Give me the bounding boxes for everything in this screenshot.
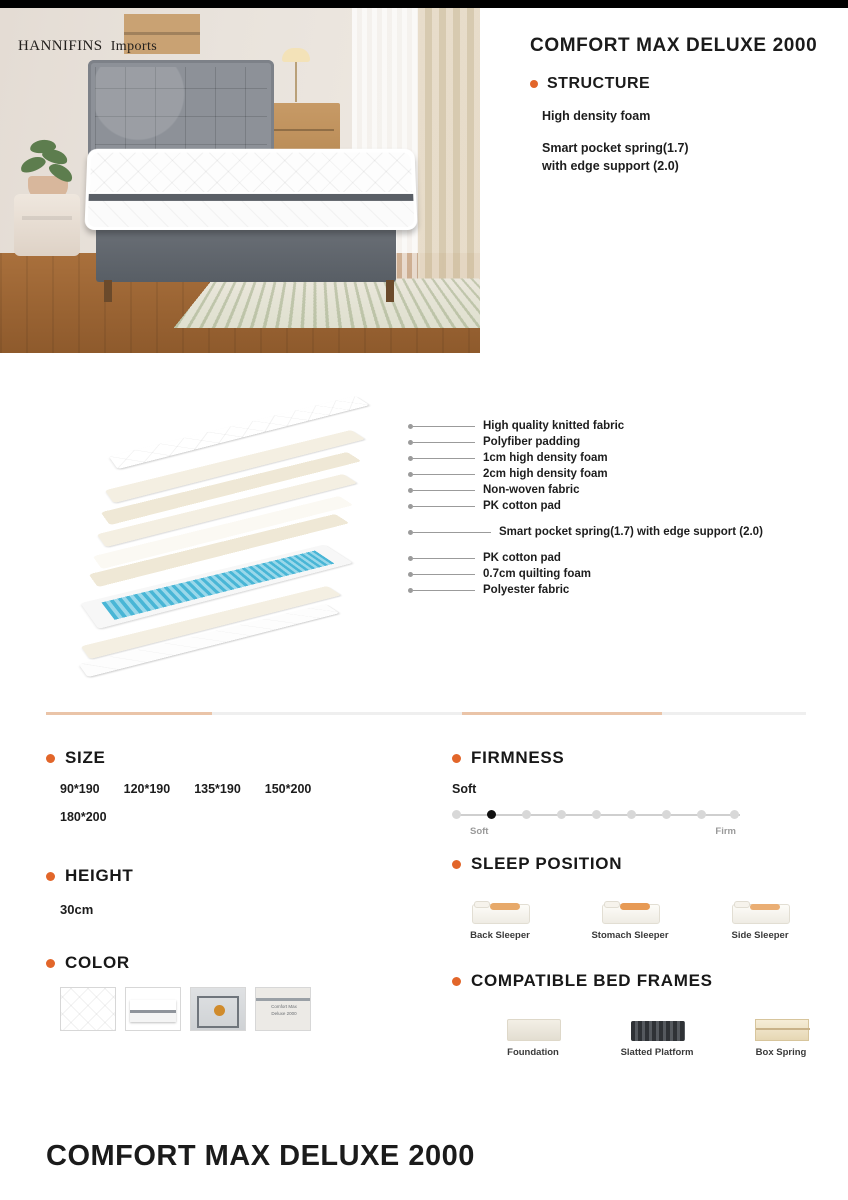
firmness-point[interactable] bbox=[522, 810, 531, 819]
size-option[interactable]: 90*190 bbox=[60, 782, 100, 796]
callout-label: Non-woven fabric bbox=[483, 484, 580, 496]
callout-spacer bbox=[408, 540, 838, 550]
sleep-position-caption: Back Sleeper bbox=[470, 930, 530, 941]
color-swatch-mattress[interactable] bbox=[125, 987, 181, 1031]
hero-bedroom-photo bbox=[0, 8, 480, 353]
size-options-row-2 bbox=[60, 810, 426, 824]
curtain-panel bbox=[418, 8, 480, 308]
slat-shape bbox=[631, 1021, 685, 1041]
divider-accent-left bbox=[46, 712, 212, 715]
firmness-point[interactable] bbox=[557, 810, 566, 819]
callout-item bbox=[408, 482, 838, 498]
callout-item bbox=[408, 498, 838, 514]
swatch-badge-icon bbox=[214, 1005, 225, 1016]
bullet-dot-icon bbox=[530, 80, 538, 88]
pillow-shape bbox=[734, 901, 750, 908]
slatted-platform-icon bbox=[621, 1007, 693, 1041]
foundation-icon bbox=[497, 1007, 569, 1041]
lamp-icon bbox=[282, 48, 310, 62]
sleep-position-caption: Side Sleeper bbox=[731, 930, 789, 941]
sleep-position-label: SLEEP POSITION bbox=[471, 854, 623, 873]
callout-line bbox=[413, 532, 491, 533]
size-options-row-1 bbox=[60, 782, 426, 796]
rug bbox=[174, 278, 480, 328]
exploded-mattress-stack bbox=[78, 410, 388, 660]
callout-label: Polyester fabric bbox=[483, 584, 570, 596]
structure-line-2b: with edge support (2.0) bbox=[542, 158, 679, 173]
sleep-position-stomach[interactable] bbox=[582, 890, 678, 941]
firmness-point-active[interactable] bbox=[487, 810, 496, 819]
bed-frame-caption: Box Spring bbox=[755, 1047, 807, 1058]
color-swatch-label-text[interactable] bbox=[255, 987, 311, 1031]
callout-line bbox=[413, 590, 475, 591]
size-option[interactable]: 180*200 bbox=[60, 810, 107, 824]
side-stool bbox=[14, 194, 80, 256]
bullet-dot-icon bbox=[452, 860, 461, 869]
structure-heading bbox=[530, 75, 830, 93]
firmness-heading bbox=[452, 748, 822, 768]
hero-text-block bbox=[530, 34, 830, 175]
brand-name-secondary: Imports bbox=[110, 39, 158, 54]
firmness-point[interactable] bbox=[662, 810, 671, 819]
person-shape bbox=[620, 903, 650, 910]
bed-frame-caption: Foundation bbox=[507, 1047, 559, 1058]
color-heading bbox=[46, 953, 426, 973]
pillow-shape bbox=[604, 901, 620, 908]
brand-name-primary: HANNIFINS bbox=[18, 38, 103, 54]
firmness-point[interactable] bbox=[697, 810, 706, 819]
divider-accent-right bbox=[462, 712, 662, 715]
box-spring-icon bbox=[745, 1007, 817, 1041]
footer-product-title: COMFORT MAX DELUXE 2000 bbox=[46, 1140, 475, 1172]
firmness-label: FIRMNESS bbox=[471, 748, 565, 767]
pillow-shape bbox=[474, 901, 490, 908]
firmness-end-firm: Firm bbox=[715, 826, 736, 837]
sleep-position-heading bbox=[452, 854, 822, 874]
sleep-position-caption: Stomach Sleeper bbox=[591, 930, 669, 941]
callout-spacer bbox=[408, 514, 838, 524]
brand-logo bbox=[18, 38, 157, 55]
color-swatch-quilted[interactable] bbox=[60, 987, 116, 1031]
firmness-point[interactable] bbox=[730, 810, 739, 819]
divider-grey-right bbox=[662, 712, 806, 715]
box-spring-shape bbox=[755, 1019, 809, 1041]
bullet-dot-icon bbox=[452, 977, 461, 986]
layer-callouts bbox=[408, 418, 838, 598]
firmness-point[interactable] bbox=[592, 810, 601, 819]
bed-leg bbox=[386, 280, 394, 302]
callout-line bbox=[413, 490, 475, 491]
callout-label: PK cotton pad bbox=[483, 500, 561, 512]
layer-diagram-section bbox=[0, 390, 848, 670]
callout-item bbox=[408, 582, 838, 598]
sleep-position-back[interactable] bbox=[452, 890, 548, 941]
bed-frame-slatted[interactable] bbox=[616, 1007, 698, 1058]
callout-line bbox=[413, 458, 475, 459]
mattress bbox=[84, 149, 417, 230]
callout-line bbox=[413, 426, 475, 427]
callout-label: PK cotton pad bbox=[483, 552, 561, 564]
firmness-end-soft: Soft bbox=[470, 826, 489, 837]
height-heading bbox=[46, 866, 426, 886]
bullet-dot-icon bbox=[46, 872, 55, 881]
firmness-slider[interactable] bbox=[452, 810, 742, 820]
side-sleeper-icon bbox=[724, 890, 796, 924]
specs-right-column bbox=[452, 748, 822, 1058]
plant-icon bbox=[18, 136, 76, 196]
bed-frames-label: COMPATIBLE BED FRAMES bbox=[471, 971, 713, 990]
callout-item bbox=[408, 550, 838, 566]
page-title: COMFORT MAX DELUXE 2000 bbox=[530, 35, 818, 56]
top-bar bbox=[0, 0, 848, 8]
callout-label: High quality knitted fabric bbox=[483, 420, 625, 432]
foundation-shape bbox=[507, 1019, 561, 1041]
callout-line bbox=[413, 442, 475, 443]
callout-item bbox=[408, 524, 838, 540]
structure-line-2 bbox=[542, 139, 830, 175]
callout-line bbox=[413, 474, 475, 475]
callout-line bbox=[413, 558, 475, 559]
height-label: HEIGHT bbox=[65, 866, 134, 885]
structure-line-2a: Smart pocket spring(1.7) bbox=[542, 140, 689, 155]
bullet-dot-icon bbox=[46, 959, 55, 968]
mattress-band bbox=[89, 194, 414, 201]
size-option[interactable]: 150*200 bbox=[264, 782, 312, 796]
firmness-point[interactable] bbox=[627, 810, 636, 819]
size-label: SIZE bbox=[65, 748, 106, 767]
callout-item bbox=[408, 466, 838, 482]
specs-left-column bbox=[46, 748, 426, 1031]
back-sleeper-icon bbox=[464, 890, 536, 924]
size-option[interactable]: 120*190 bbox=[123, 782, 171, 796]
firmness-selected-value: Soft bbox=[452, 782, 477, 796]
callout-line bbox=[413, 506, 475, 507]
structure-line-1: High density foam bbox=[542, 108, 651, 123]
divider-grey-left bbox=[212, 712, 462, 715]
mattress-lower bbox=[88, 201, 415, 227]
callout-line bbox=[413, 574, 475, 575]
bullet-dot-icon bbox=[452, 754, 461, 763]
callout-label: Smart pocket spring(1.7) with edge support (2.0) bbox=[499, 526, 763, 538]
sleep-position-items bbox=[452, 890, 822, 941]
callout-label: 0.7cm quilting foam bbox=[483, 568, 591, 580]
callout-item bbox=[408, 434, 838, 450]
color-swatch-label-front[interactable] bbox=[190, 987, 246, 1031]
section-dividers bbox=[46, 712, 806, 716]
structure-label: STRUCTURE bbox=[547, 74, 651, 92]
hero-section bbox=[0, 8, 848, 353]
callout-label: 1cm high density foam bbox=[483, 452, 608, 464]
callout-item bbox=[408, 566, 838, 582]
bed-frame-caption: Slatted Platform bbox=[620, 1047, 694, 1058]
firmness-point[interactable] bbox=[452, 810, 461, 819]
callout-item bbox=[408, 450, 838, 466]
callout-label: 2cm high density foam bbox=[483, 468, 608, 480]
bullet-dot-icon bbox=[46, 754, 55, 763]
bed-frame-box-spring[interactable] bbox=[740, 1007, 822, 1058]
color-swatches bbox=[60, 987, 426, 1031]
sleep-position-side[interactable] bbox=[712, 890, 808, 941]
callout-label: Polyfiber padding bbox=[483, 436, 581, 448]
swatch-text: Comfort Max Deluxe 2000 bbox=[271, 1004, 297, 1016]
size-option[interactable]: 135*190 bbox=[194, 782, 241, 796]
specs-section bbox=[0, 748, 848, 1108]
person-shape bbox=[490, 903, 520, 910]
bed-frame-foundation[interactable] bbox=[492, 1007, 574, 1058]
stomach-sleeper-icon bbox=[594, 890, 666, 924]
size-heading bbox=[46, 748, 426, 768]
bed-leg bbox=[104, 280, 112, 302]
color-label: COLOR bbox=[65, 953, 130, 972]
mattress-quilt-top bbox=[90, 153, 412, 192]
person-shape bbox=[750, 904, 780, 910]
callout-item bbox=[408, 418, 838, 434]
bed-frames-items bbox=[492, 1007, 822, 1058]
bed-frames-heading bbox=[452, 971, 822, 991]
height-value: 30cm bbox=[60, 902, 94, 917]
